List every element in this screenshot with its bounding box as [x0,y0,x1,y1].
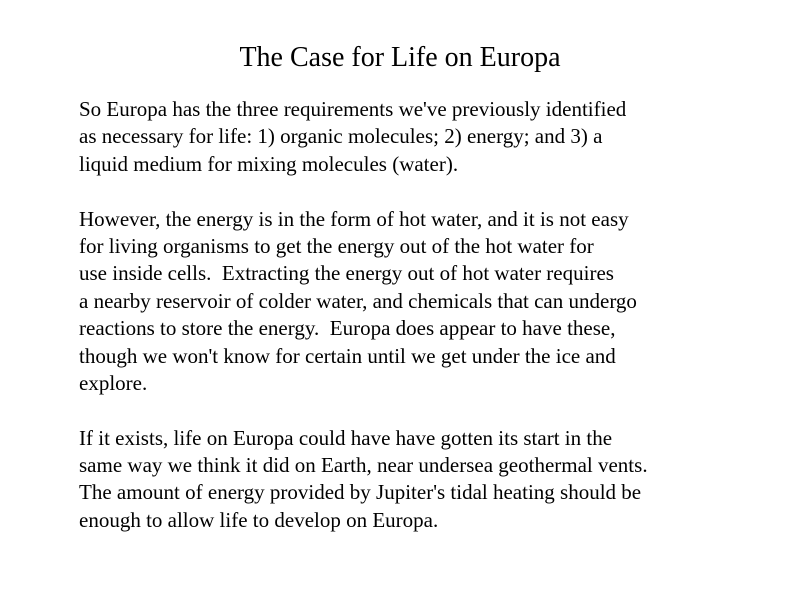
text-line: reactions to store the energy. Europa does appear to have these, [79,316,616,341]
text-line: use inside cells. Extracting the energy out of hot water requires [79,261,614,286]
paragraph-origin [79,425,779,535]
slide-body [79,96,779,534]
paragraph-spacer [79,397,779,424]
text-line: explore. [79,370,148,395]
text-line: a nearby reservoir of colder water, and chemicals that can undergo [79,288,637,313]
text-line: The amount of energy provided by Jupiter's tidal heating should be [79,480,642,505]
text-line: So Europa has the three requirements we've previously identified [79,97,627,121]
slide-title: The Case for Life on Europa [239,42,561,73]
paragraph-energy [79,206,779,398]
text-line: However, the energy is in the form of hot water, and it is not easy [79,206,629,231]
text-line: for living organisms to get the energy out of the hot water for [79,233,594,258]
text-line: enough to allow life to develop on Europa. [79,507,439,532]
paragraph-spacer [79,178,779,205]
text-line: If it exists, life on Europa could have have gotten its start in the [79,425,613,450]
text-line: same way we think it did on Earth, near undersea geothermal vents. [79,453,648,478]
text-line: though we won't know for certain until we get under the ice and [79,343,616,368]
paragraph-requirements [79,96,779,178]
text-line: liquid medium for mixing molecules (water). [79,151,459,176]
text-line: as necessary for life: 1) organic molecules; 2) energy; and 3) a [79,124,603,149]
